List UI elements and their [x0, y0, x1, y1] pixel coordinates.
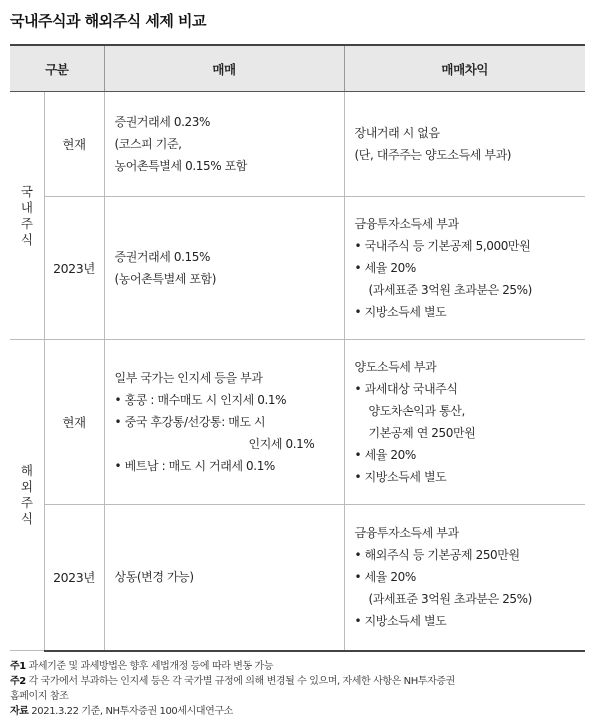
page-title: 국내주식과 해외주식 세제 비교	[10, 12, 207, 30]
period-label: 2023년	[44, 505, 104, 651]
header-trade: 매매	[104, 45, 344, 92]
table-row	[10, 340, 585, 505]
tax-comparison-table	[10, 44, 585, 652]
trade-cell: 증권거래세 0.23% (코스피 기준, 농어촌특별세 0.15% 포함	[104, 92, 344, 197]
trade-cell: 상동(변경 가능)	[104, 505, 344, 651]
table-row	[10, 505, 585, 651]
gain-cell: 금융투자소득세 부과 • 해외주식 등 기본공제 250만원 • 세율 20% (과세표준 3억원 초과분은 25%) • 지방소득세 별도	[344, 505, 585, 651]
footnote-2: 주2 각 국가에서 부과하는 인지세 등은 각 국가별 규정에 의해 변경될 수 있으며, 자세한 사항은 NH투자증권	[10, 676, 455, 687]
trade-cell: 일부 국가는 인지세 등을 부과 • 홍콩 : 매수매도 시 인지세 0.1% • 중국 후강통/선강통: 매도 시 인지세 0.1% • 베트남 : 매도 시 거래세 0.1%	[104, 340, 344, 505]
trade-cell: 증권거래세 0.15% (농어촌특별세 포함)	[104, 197, 344, 340]
footnotes	[10, 659, 585, 719]
footnote-2-continued: 홈페이지 참조	[10, 691, 69, 702]
table-row	[10, 92, 585, 197]
gain-cell: 금융투자소득세 부과 • 국내주식 등 기본공제 5,000만원 • 세율 20% (과세표준 3억원 초과분은 25%) • 지방소득세 별도	[344, 197, 585, 340]
table-row	[10, 197, 585, 340]
period-label: 현재	[44, 92, 104, 197]
period-label: 현재	[44, 340, 104, 505]
group-label-domestic: 국 내 주 식	[10, 92, 44, 340]
gain-cell: 양도소득세 부과 • 과세대상 국내주식 양도차손익과 통산, 기본공제 연 250만원 • 세율 20% • 지방소득세 별도	[344, 340, 585, 505]
period-label: 2023년	[44, 197, 104, 340]
header-category: 구분	[10, 45, 104, 92]
header-gain: 매매차익	[344, 45, 585, 92]
footnote-1: 주1 과세기준 및 과세방법은 향후 세법개정 등에 따라 변동 가능	[10, 661, 274, 672]
source-note: 자료 2021.3.22 기준, NH투자증권 100세시대연구소	[10, 706, 233, 717]
gain-cell: 장내거래 시 없음 (단, 대주주는 양도소득세 부과)	[344, 92, 585, 197]
group-label-foreign: 해 외 주 식	[10, 340, 44, 651]
table-header-row	[10, 45, 585, 92]
